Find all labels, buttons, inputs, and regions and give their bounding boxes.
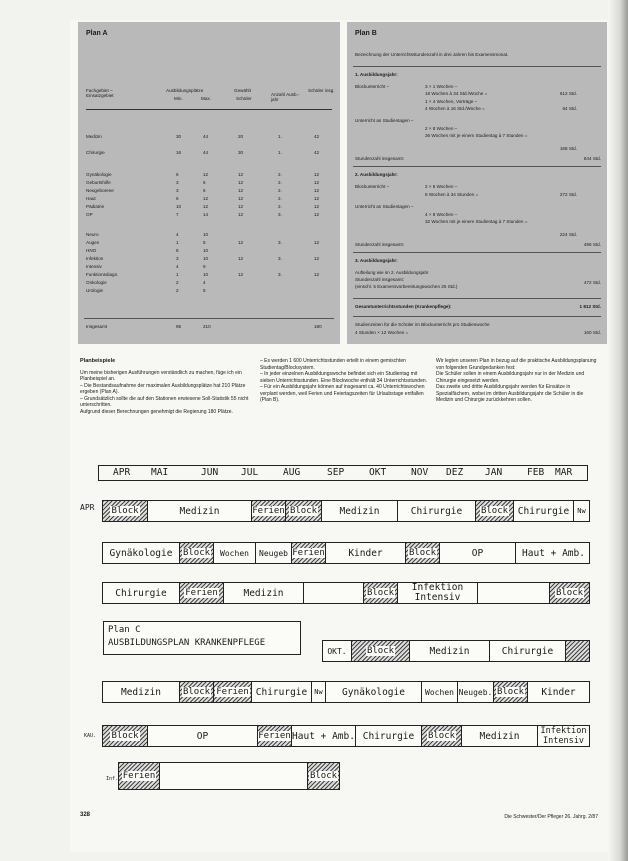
plan-a-cell-min: 2 [176, 288, 179, 293]
r1-block: Block [111, 506, 139, 516]
plan-a-cell-sch: 1. [278, 134, 282, 139]
month-jul: JUL [241, 467, 259, 478]
plan-row-4 [322, 640, 590, 662]
r2-seg-op: OP [439, 543, 515, 563]
plan-a-total [86, 324, 332, 331]
plan-a-cell-gew: 12 [238, 204, 244, 209]
r3-seg-ferien: Ferien [179, 583, 223, 603]
month-nov: NOV [411, 467, 429, 478]
plan-c-line2: AUSBILDUNGSPLAN KRANKENPFLEGE [108, 638, 266, 648]
plan-a-cell-max: 10 [203, 232, 209, 237]
r6-seg-block2: Block [421, 726, 461, 746]
r3-seg-blank2 [477, 583, 549, 603]
plan-a-cell-max: 6 [203, 188, 206, 193]
b-s1v2: 64 Std. [562, 106, 577, 111]
b-s2l5: 4 × 8 Wochen – [425, 212, 458, 217]
r3-seg-block: Block [363, 583, 397, 603]
plan-a-cell-gew: 12 [238, 180, 244, 185]
plan-a-cell-sch: 3. [278, 240, 282, 245]
b-s1sum: 844 Std. [583, 156, 601, 161]
plan-a-cell-name: Neuro [86, 232, 99, 237]
r6-seg-op: OP [147, 726, 257, 746]
b-s2l2: 2 × 6 Wochen – [425, 184, 458, 189]
plan-a-cell-name: HNO [86, 248, 97, 253]
total-min: 95 [176, 324, 182, 329]
plan-b-panel [347, 22, 607, 344]
plan-a-cell-anz: 12 [314, 240, 320, 245]
r5-seg-kinder: Kinder [527, 682, 589, 702]
b-s2v2: 224 Std. [559, 232, 577, 237]
b-sec2: 2. Ausbildungsjahr: [355, 172, 398, 177]
r2-seg-gyn: Gynäkologie [109, 547, 173, 559]
month-aug: AUG [283, 467, 301, 478]
plan-a-cell-min: 1 [176, 272, 179, 277]
plan-a-cell-min: 3 [176, 180, 179, 185]
text-c3-p3: Das zweite und dritte Ausbildungsjahr werden für Einsätze in Spezialfächern, wobei im dritten Ausbildungsjahr die Schüler in die Medizin und Chirurgie zurückkehren sollen. [436, 384, 584, 403]
text-c2-p2: – In jeder einzelnen Ausbildungswoche befindet sich ein Studientag mit sieben Unterrichtsstunden. Eine Blockwoche enthält 34 Unterrichtsstunden. [260, 371, 428, 384]
plan-a-cell-name: Pädiatrie [86, 204, 105, 209]
month-header [98, 465, 588, 481]
total-max: 210 [203, 324, 211, 329]
b-extra1: Studienzeiten für die Schüler im Blockunterricht pro Studienwoche [355, 322, 490, 327]
b-sec1: 1. Ausbildungsjahr: [355, 72, 398, 77]
month-jun: JUN [201, 467, 219, 478]
total-label: Insgesamt [86, 324, 108, 329]
b-s2l1: Blockunterricht – [355, 184, 390, 189]
month-mai: MAI [151, 467, 169, 478]
b-grand-label: Gesamtunterrichtsstunden (Krankenpflege): [355, 304, 452, 309]
plan-row-1 [102, 500, 590, 522]
plan-a-cell-name: Onkologie [86, 280, 107, 285]
plan-a-cell-max: 4 [203, 280, 206, 285]
plan-a-cell-min: 7 [176, 212, 179, 217]
b-s2l6: 32 Wochen mit je einem Studientag à 7 Stunden = [425, 219, 528, 224]
text-column-1 [80, 358, 252, 415]
plan-a-cell-anz: 12 [314, 172, 320, 177]
plan-a-cell-anz: 42 [314, 134, 320, 139]
r6-seg-medizin: Medizin [461, 726, 537, 746]
plan-a-cell-min: 8 [176, 248, 179, 253]
plan-a-cell-anz: 12 [314, 204, 320, 209]
col-anz: Anzahl Ausb.-jahr [271, 92, 300, 103]
plan-a-cell-min: 16 [176, 150, 182, 155]
r6-seg-ferien: Ferien [257, 726, 291, 746]
r1-seg-block3: Block [475, 501, 513, 521]
page-number: 328 [80, 812, 91, 818]
plan-a-cell-sch: 3. [278, 212, 282, 217]
plan-a-cell-name: Neugeborene [86, 188, 114, 193]
plan-a-cell-gew: 12 [238, 188, 244, 193]
r2-seg-kinder: Kinder [325, 543, 405, 563]
b-sec3: 3. Ausbildungsjahr: [355, 258, 398, 263]
r2-seg-wochen: Wochen [213, 543, 255, 563]
r5-seg-block: Block [179, 682, 213, 702]
plan-a-cell-min: 10 [176, 204, 182, 209]
text-c1-p3: – Grundsätzlich sollte die auf den Stationen erwiesene Soll-Statistik 55 nicht unterschritten. [80, 395, 249, 408]
plan-a-row [86, 256, 332, 263]
plan-a-cell-min: 4 [176, 232, 179, 237]
b-s2sum: 496 Std. [583, 242, 601, 247]
plan-c-label [103, 621, 301, 655]
plan-a-panel [78, 22, 340, 344]
plan-a-row [86, 272, 332, 279]
b-s1v1: 612 Std. [559, 91, 577, 96]
col-ausb: Ausbildungsplätze [166, 88, 204, 93]
plan-a-cell-gew: 12 [238, 272, 244, 277]
b-s3l1: Aufteilung wie im 2. Ausbildungsjahr [355, 270, 429, 275]
plan-a-cell-max: 9 [203, 264, 206, 269]
plan-a-cell-sch: 2. [278, 180, 282, 185]
b-extrav: 160 Std. [583, 330, 601, 335]
plan-a-cell-max: 10 [203, 272, 209, 277]
plan-a-cell-anz: 12 [314, 180, 320, 185]
row7-start: Inf. [106, 776, 119, 782]
text-c2-p1: – Es werden 1 600 Unterrichtsstunden erteilt in einem gemischten Studientag/Blocksystem. [260, 358, 406, 371]
b-extra2: 4 Stunden × 12 Wochen = [355, 330, 409, 335]
b-s1l6: Unterricht an Studientagen – [355, 118, 414, 123]
plan-a-cell-min: 4 [176, 264, 179, 269]
col-max: Max. [201, 96, 211, 101]
month-okt: OKT [369, 467, 387, 478]
r5-seg-ferien: Ferien [213, 682, 251, 702]
plan-a-cell-max: 12 [203, 204, 209, 209]
plan-a-cell-gew: 12 [238, 256, 244, 261]
b-s3v1: 472 Std. [583, 280, 601, 285]
plan-a-row [86, 288, 332, 295]
plan-a-cell-name: Chirurgie [86, 150, 105, 155]
b-s1l1: Blockunterricht – [355, 84, 390, 89]
plan-a-cell-anz: 12 [314, 196, 320, 201]
r1-seg-medizin2: Medizin [321, 501, 397, 521]
plan-a-cell-name: Medizin [86, 134, 102, 139]
b-grand-val: 1 812 Std. [579, 304, 601, 309]
b-s1l3: 18 Wochen à 34 Std./Woche = [425, 91, 488, 96]
b-s1l2: 3 × 1 Wochen – [425, 84, 458, 89]
plan-a-row [86, 188, 332, 195]
b-s1l7: 2 × 8 Wochen – [425, 126, 458, 131]
r7-seg-block: Block [307, 763, 339, 789]
month-mar: MAR [555, 467, 573, 478]
r4-seg-block: Block [351, 641, 409, 661]
r3-seg-block2: Block [549, 583, 589, 603]
r7-seg-ferien: Ferien [119, 763, 159, 789]
plan-a-row [86, 204, 332, 211]
plan-a-cell-gew: 20 [238, 134, 244, 139]
plan-a-cell-max: 5 [203, 240, 206, 245]
r3-seg-medizin: Medizin [223, 583, 303, 603]
r4-seg-end [565, 641, 589, 661]
month-apr: APR [113, 467, 131, 478]
r1-seg-nw: Nw [573, 501, 589, 521]
plan-a-cell-min: 6 [176, 172, 179, 177]
plan-a-row [86, 196, 332, 203]
b-s1v3: 168 Std. [559, 146, 577, 151]
r3-seg-blank [303, 583, 363, 603]
plan-a-row [86, 134, 332, 141]
plan-a-cell-max: 44 [203, 134, 209, 139]
journal-footer: Die Schwester/Der Pfleger 26. Jahrg. 2/87 [504, 814, 598, 820]
plan-a-title: Plan A [86, 30, 108, 37]
r5-seg-chirurgie: Chirurgie [251, 682, 311, 702]
r3-seg-infektion: Infektion Intensiv [397, 583, 477, 603]
text-c3-p1: Wir legten unseren Plan in bezug auf die praktische Ausbildungsplanung von folgenden Grundgedanken fest: [436, 358, 597, 371]
plan-a-row [86, 172, 332, 179]
r6-seg-infektion: Infektion Intensiv [537, 726, 589, 746]
month-feb: FEB [527, 467, 545, 478]
r1-seg-chirurgie2: Chirurgie [513, 501, 573, 521]
plan-a-cell-max: 14 [203, 212, 209, 217]
r2-seg-haut: Haut + Amb. [515, 543, 591, 563]
month-sep: SEP [327, 467, 345, 478]
plan-a-cell-min: 3 [176, 256, 179, 261]
text-c1-p2: – Die Bestandsaufnahme der maximalen Ausbildungsplätze hat 210 Plätze ergeben (Plan A). [80, 382, 246, 395]
row6-start: KAU. [84, 733, 97, 739]
plan-a-cell-anz: 12 [314, 272, 320, 277]
plan-a-cell-min: 1 [176, 240, 179, 245]
r5-seg-block2: Block [493, 682, 527, 702]
plan-a-cell-anz: 12 [314, 212, 320, 217]
col-ges: Schüler insg. [308, 88, 335, 93]
plan-a-row [86, 240, 332, 247]
col-sch: Schüler [236, 96, 252, 101]
plan-a-cell-name: OP [86, 212, 93, 217]
b-s2v1: 272 Std. [559, 192, 577, 197]
plan-a-cell-gew: 12 [238, 196, 244, 201]
r5-seg-gyn: Gynäkologie [325, 682, 421, 702]
plan-a-cell-min: 3 [176, 188, 179, 193]
plan-row-5 [102, 681, 590, 703]
page-edge [608, 0, 628, 861]
col-min: Min. [174, 96, 183, 101]
plan-a-cell-max: 12 [203, 196, 209, 201]
col-gew: Gewählt [234, 88, 251, 93]
plan-a-row [86, 280, 332, 287]
r2-seg-block: Block [179, 543, 213, 563]
plan-a-cell-name: Funktionsdiagn. [86, 272, 119, 277]
plan-a-row [86, 232, 332, 239]
plan-a-cell-min: 2 [176, 280, 179, 285]
plan-a-cell-gew: 12 [238, 172, 244, 177]
r2-seg-block2: Block [405, 543, 439, 563]
plan-a-row [86, 212, 332, 219]
b-s1sumlbl: Stundenzahl insgesamt: [355, 156, 405, 161]
plan-c-line1: Plan C [108, 625, 141, 635]
month-jan: JAN [485, 467, 503, 478]
r1-seg-block2: Block [285, 501, 321, 521]
plan-a-cell-name: Augen [86, 240, 100, 245]
text-heading: Planbeispiele [80, 358, 116, 364]
plan-a-row [86, 264, 332, 271]
r6-seg-haut: Haut + Amb. [291, 726, 355, 746]
r2-seg-neugeb: Neugeb [255, 543, 291, 563]
b-s3l3: (einschl. 5 Examensvorbereitungswochen 25 Std.) [355, 284, 458, 289]
r5-seg-wochen: Wochen [421, 682, 457, 702]
plan-a-cell-sch: 1. [278, 150, 282, 155]
plan-a-cell-max: 10 [203, 256, 209, 261]
r3-seg-chirurgie: Chirurgie [115, 587, 167, 599]
r1-seg-medizin: Medizin [147, 501, 251, 521]
plan-a-cell-sch: 2. [278, 196, 282, 201]
b-s1l8: 36 Wochen mit je einem Studientag à 7 Stunden = [425, 133, 528, 138]
plan-a-cell-gew: 30 [238, 150, 244, 155]
b-s3l2: Stundenzahl insgesamt: [355, 277, 405, 282]
plan-a-rule [84, 318, 334, 319]
plan-row-2 [102, 542, 590, 564]
plan-a-cell-name: Urologie [86, 288, 104, 293]
plan-a-cell-max: 5 [203, 288, 206, 293]
r7-seg-blank [159, 763, 307, 789]
plan-a-cell-min: 30 [176, 134, 182, 139]
plan-a-cell-max: 44 [203, 150, 209, 155]
b-s2l4: Unterricht an Studientagen – [355, 204, 414, 209]
text-column-3 [436, 358, 598, 404]
plan-b-title: Plan B [355, 30, 377, 37]
plan-a-cell-sch: 3. [278, 256, 282, 261]
month-dez: DEZ [446, 467, 464, 478]
plan-a-row [86, 180, 332, 187]
plan-b-intro: Bezeichnung der Unterrichtsstundenzahl in drei Jahren bis Examensmonat. [355, 52, 509, 57]
plan-a-cell-max: 12 [203, 172, 209, 177]
text-c1-p4: Aufgrund dieser Berechnungen genehmigt die Regierung 180 Plätze. [80, 408, 233, 415]
plan-a-cell-name: Gynäkologie [86, 172, 112, 177]
plan-a-cell-anz: 12 [314, 188, 320, 193]
plan-a-cell-gew: 12 [238, 240, 244, 245]
r1-seg-chirurgie: Chirurgie [397, 501, 475, 521]
r2-seg-ferien: Ferien [291, 543, 325, 563]
plan-row-6 [102, 725, 590, 747]
b-s1l4: 1 × 4 Wochen, Vorträge – [425, 99, 478, 104]
col-fach: Fachgebiet – Einsatzgebiet [86, 88, 114, 99]
row1-start: APR [80, 503, 95, 512]
r5-seg-neugeb: Neugeb. [457, 682, 493, 702]
plan-a-cell-sch: 2. [278, 188, 282, 193]
plan-a-cell-name: Intensiv [86, 264, 102, 269]
plan-a-cell-name: Geburtshilfe [86, 180, 111, 185]
plan-row-3 [102, 582, 590, 604]
r1-seg-block [103, 501, 147, 521]
text-column-2 [260, 358, 428, 404]
text-c1-p1: Um meine bisherigen Ausführungen verständlich zu machen, füge ich ein Planbeispiel an. [80, 369, 242, 382]
r5-seg-medizin: Medizin [120, 686, 162, 698]
r4-seg-medizin: Medizin [409, 641, 489, 661]
plan-a-cell-sch: 2. [278, 172, 282, 177]
plan-a-cell-max: 6 [203, 180, 206, 185]
text-c2-p3: – Für ein Ausbildungsjahr können auf insgesamt ca. 40 Unterrichtswochen verplant werden, weil Ferien und Feiertagszeiten für Urlaubstage entfallen (Plan B). [260, 384, 425, 403]
b-s2l3: 8 Wochen à 34 Stunden = [425, 192, 479, 197]
plan-a-cell-anz: 12 [314, 256, 320, 261]
plan-row-7 [118, 762, 340, 790]
r4-seg-chirurgie: Chirurgie [489, 641, 565, 661]
plan-a-row [86, 150, 332, 157]
plan-a-cell-name: Infektion [86, 256, 104, 261]
r1-seg-ferien: Ferien [251, 501, 285, 521]
r6-seg-chirurgie: Chirurgie [355, 726, 421, 746]
r4-seg-okt: OKT. [327, 646, 347, 656]
r6-seg-block: Block [103, 726, 147, 746]
text-c3-p2: Die Schüler sollen in einem Ausbildungsjahr nur in der Medizin und Chirurgie eingesetzt werden. [436, 371, 585, 384]
plan-a-header [86, 84, 335, 110]
plan-a-cell-anz: 42 [314, 150, 320, 155]
total-ges: 180 [314, 324, 322, 329]
plan-a-cell-max: 10 [203, 248, 209, 253]
b-s2sumlbl: Stundenzahl insgesamt: [355, 242, 405, 247]
b-s1l5: 4 Wochen à 16 Std./Woche = [425, 106, 485, 111]
plan-a-cell-gew: 12 [238, 212, 244, 217]
plan-a-cell-name: Haut [86, 196, 96, 201]
plan-a-cell-sch: 3. [278, 272, 282, 277]
plan-a-row [86, 248, 332, 255]
r5-seg-nw: Nw [311, 682, 325, 702]
plan-a-cell-min: 6 [176, 196, 179, 201]
plan-a-cell-sch: 2. [278, 204, 282, 209]
